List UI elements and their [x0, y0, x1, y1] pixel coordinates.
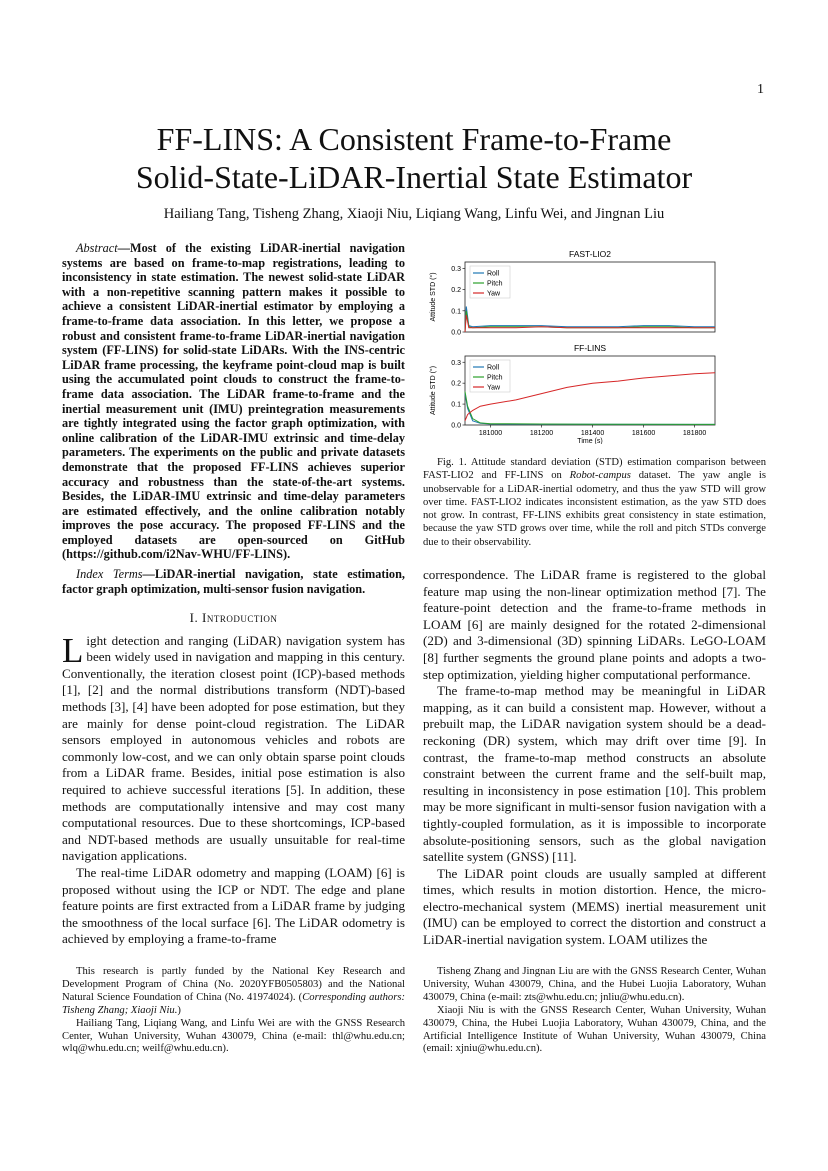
title-line-1: FF-LINS: A Consistent Frame-to-Frame [156, 121, 672, 157]
x-tick-label: 181400 [580, 430, 605, 437]
attitude-std-chart [423, 244, 768, 444]
author-list: Hailiang Tang, Tisheng Zhang, Xiaoji Niu, Liqiang Wang, Linfu Wei, and Jingnan Liu [163, 206, 665, 222]
affiliation-note-3: Xiaoji Niu is with the GNSS Research Center, Wuhan University, Wuhan 430079, China, the Hubei Luojia Laboratory, Wuhan 430079, China, and the Artificial Intelligence Institute of Wuhan University, Wuhan 430079, China (email: xjniu@whu.edu.cn). [423, 1004, 766, 1055]
footnotes-left [62, 966, 405, 1056]
x-tick-label: 181000 [478, 430, 503, 437]
title-line-2: Solid-State-LiDAR-Inertial State Estimator [135, 159, 693, 195]
right-paragraph-3: The LiDAR point clouds are usually sampled at different times, which results in motion distortion. Hence, the micro-electro-mechanical system (MEMS) inertial measurement unit (IMU) can be employed to correct the distortion and construct a LiDAR-inertial navigation system. LOAM utilizes the [423, 865, 766, 948]
series-line-pitch [465, 311, 715, 332]
legend-label: Yaw [487, 384, 501, 392]
index-terms-text: —LiDAR-inertial navigation, state estimation, factor graph optimization, multi-sensor fusion navigation. [62, 567, 405, 596]
x-tick-label: 181200 [529, 430, 554, 437]
caption-part-b: dataset. The yaw angle is unobservable for a LiDAR-inertial odometry, and thus the yaw STD will grow over time. FAST-LIO2 indicates inconsistent estimation, as the yaw STD does not grow. In contrast, FF-LINS exhibits great consistency in state estimation, because the yaw STD grows over time, while the roll and pitch STDs converge due to their observability. [423, 470, 766, 548]
abstract-text: —Most of the existing LiDAR-inertial navigation systems are based on frame-to-map registrations, leading to inconsistency in state estimation. The newest solid-state LiDAR with a non-repetitive scanning pattern makes it possible to achieve a consistent LiDAR-inertial estimator by employing a frame-to-frame data association. In this letter, we propose a robust and consistent frame-to-frame LiDAR-inertial navigation system (FF-LINS) for solid-state LiDARs. With the INS-centric LiDAR frame processing, the keyframe point-cloud map is built using the accumulated point clouds to construct the frame-to-frame data association. The LiDAR frame-to-frame and the inertial measurement unit (IMU) preintegration measurements are tightly integrated using the factor graph optimization, with online calibration of the LiDAR-IMU extrinsic and time-delay parameters. The experiments on the public and private datasets demonstrate that the proposed FF-LINS achieves superior accuracy and robustness than the state-of-the-art systems. Besides, the LiDAR-IMU extrinsic and time-delay parameters are estimated effectively, and the online calibration notably improves the pose accuracy. The proposed FF-LINS and the employed datasets are open-sourced on GitHub (https://github.com/i2Nav-WHU/FF-LINS). [62, 241, 405, 562]
y-tick-label: 0.3 [451, 265, 461, 273]
footnotes-right [423, 966, 766, 1056]
x-tick-label: 181600 [631, 430, 656, 437]
legend-label: Pitch [487, 280, 503, 288]
legend-label: Yaw [487, 290, 501, 298]
funding-note-end: ) [177, 1004, 181, 1016]
right-paragraph-2: The frame-to-map method may be meaningful in LiDAR mapping, as it can build a consistent map. However, without a prebuilt map, the LiDAR navigation system should be a dead-reckoning (DR) system, which may drift over time [9]. In contrast, the frame-to-map method constructs an absolute constraint between the current frame and the self-built map, resulting in inconsistency in pose estimation [10]. This problem may be more significant in multi-sensor fusion navigation with a tightly-coupled formulation, as it is impossible to incorporate absolute-positioning sensors, such as the global navigation satellite system (GNSS) [11]. [423, 683, 766, 865]
section-title: Introduction [202, 610, 278, 625]
section-heading [62, 610, 405, 627]
page-number: 1 [757, 82, 764, 97]
figure-1 [423, 244, 768, 444]
legend-label: Pitch [487, 374, 503, 382]
intro-paragraph-1: ight detection and ranging (LiDAR) navigation system has been widely used in navigation and mapping in this century. Conventionally, the iteration closest point (ICP)-based methods [1], [2] and the normal distributions transform (NDT)-based methods [3], [4] have been adopted for pose estimation, but they are mainly for dense point-cloud registration. The LiDAR sensors employed in autonomous vehicles and robots are commonly low-cost, and we can only obtain sparse point clouds from a LiDAR frame. Besides, initial pose estimation is also required to achieve successful iterations [5]. In addition, these methods are computationally intensive and may cost many computational resources. Due to these shortcomings, ICP-based and NDT-based methods are usually unsuitable for real-time navigation applications. [62, 632, 405, 864]
y-tick-label: 0.0 [451, 422, 461, 430]
series-line-roll [465, 394, 715, 425]
drop-cap: L [62, 630, 84, 670]
caption-dataset: Robot-campus [569, 470, 631, 482]
x-tick-label: 181800 [682, 430, 707, 437]
panel-title: FF-LINS [573, 343, 607, 353]
abstract [62, 241, 405, 562]
section-number: I. [189, 610, 199, 625]
index-terms-lead: Index Terms [76, 567, 143, 581]
right-paragraph-1: correspondence. The LiDAR frame is registered to the global feature map using the non-linear optimization method [7]. The feature-point detection and the frame-to-frame methods in LOAM [6] are mainly designed for the rotated 2-dimensional (2D) and 3-dimensional (3D) spinning LiDARs. LeGO-LOAM [8] further segments the ground plane points and adopts a two-step optimization, yielding higher computational performance. [423, 567, 766, 682]
panel-title: FAST-LIO2 [568, 249, 612, 259]
funding-note: This research is partly funded by the National Key Research and Development Program of China (No. 2020YFB0505803) and the National Natural Science Foundation of China (No. 41974024). ( [62, 966, 405, 1003]
caption-part-a: Fig. 1. Attitude standard deviation (STD) estimation comparison between FAST-LIO2 and FF-LINS on [423, 457, 766, 482]
introduction-right [423, 567, 766, 949]
legend-label: Roll [487, 270, 500, 278]
intro-paragraph-2: The real-time LiDAR odometry and mapping (LOAM) [6] is proposed without using the ICP or NDT. The edge and plane feature points are first extracted from a LiDAR frame by judging the smoothness of the local surface [6]. The LiDAR odometry is achieved by employing a frame-to-frame [62, 864, 405, 947]
abstract-lead: Abstract [76, 241, 118, 255]
series-line-yaw [465, 315, 715, 332]
y-axis-label: Attitude STD (°) [430, 365, 437, 416]
y-tick-label: 0.0 [451, 329, 461, 337]
legend-label: Roll [487, 364, 500, 372]
index-terms [62, 567, 405, 596]
series-line-pitch [465, 392, 715, 425]
y-tick-label: 0.2 [451, 380, 461, 388]
affiliation-note-2: Tisheng Zhang and Jingnan Liu are with the GNSS Research Center, Wuhan University, Wuhan 430079, China, and the Hubei Luojia Laboratory, Wuhan 430079, China (e-mail: zts@whu.edu.cn; jnliu@whu.edu.cn). [423, 966, 766, 1003]
y-axis-label: Attitude STD (°) [430, 272, 437, 322]
corresponding-authors: Corresponding authors: Tisheng Zhang; Xiaoji Niu. [62, 991, 405, 1016]
affiliation-note-1: Hailiang Tang, Liqiang Wang, and Linfu Wei are with the GNSS Research Center, Wuhan University, Wuhan 430079, China (e-mail: thl@whu.edu.cn; wlq@whu.edu.cn; weilf@whu.edu.cn). [62, 1017, 405, 1055]
x-axis-label: Time (s) [577, 438, 603, 444]
y-tick-label: 0.1 [451, 401, 461, 409]
figure-caption [423, 456, 766, 549]
y-tick-label: 0.3 [451, 359, 461, 367]
introduction-left [62, 610, 405, 948]
y-tick-label: 0.2 [451, 287, 461, 295]
paper-title [60, 120, 768, 196]
y-tick-label: 0.1 [451, 308, 461, 316]
